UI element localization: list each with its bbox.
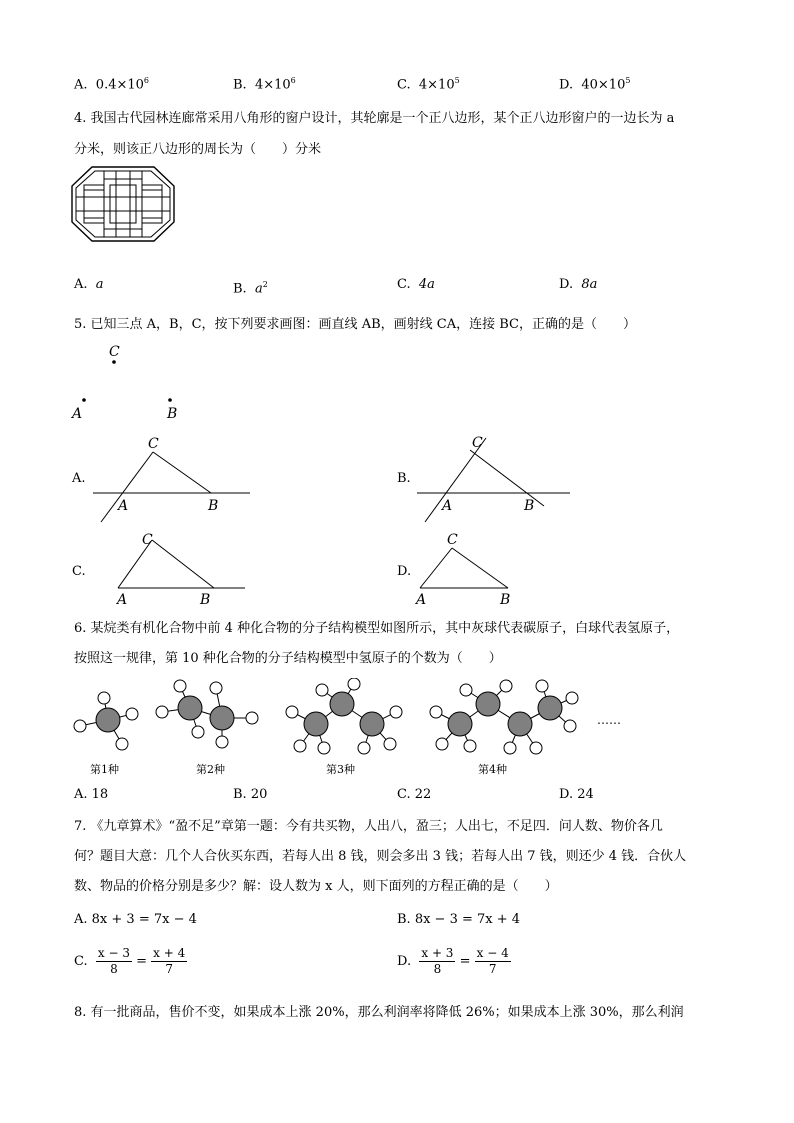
q3-option-a: A. $0.4\times 10^6$ (74, 76, 149, 93)
q4-option-d: D. 8a (559, 277, 598, 292)
q6-stem-line1: 6. 某烷类有机化合物中前 4 种化合物的分子结构模型如图所示，其中灰球代表碳原子，白球代表氢原子， (74, 621, 680, 636)
q7-option-c: C. $\frac{x - 3}{8}$ = $\frac{x + 4}{7}$ (74, 946, 186, 976)
q5-option-d-label: D. (397, 564, 412, 579)
q6-stem-line2: 按照这一规律，第 10 种化合物的分子结构模型中氢原子的个数为（ ） (74, 651, 502, 666)
q3-option-c: C. $4\times 10^5$ (397, 76, 460, 93)
q5-option-c-label: C. (72, 564, 86, 579)
q4-option-c: C. 4a (397, 277, 435, 292)
q8-stem-line1: 8. 有一批商品，售价不变，如果成本上涨 20%，那么利润率将降低 26%；如果成本上涨 30%，那么利润 (74, 1005, 684, 1020)
q6-option-c: C. 22 (397, 787, 432, 802)
point-b-label: B (167, 406, 178, 422)
q6-option-a: A. 18 (74, 787, 109, 802)
q3-option-b: B. $4\times 10^6$ (233, 76, 296, 93)
q5-option-a-figure (90, 430, 255, 525)
q5-option-b-label: B. (397, 471, 411, 486)
svg-text:A: A (442, 498, 453, 514)
svg-text:C: C (148, 436, 159, 452)
q7-option-a: A. 8x + 3 = 7x − 4 (74, 912, 197, 927)
svg-text:B: B (200, 592, 211, 608)
point-a-label: A (72, 406, 83, 422)
q7-option-d: D. $\frac{x + 3}{8}$ = $\frac{x - 4}{7}$ (397, 946, 509, 976)
q5-option-b-figure (412, 430, 577, 525)
molecule-3-caption: 第3种 (326, 763, 355, 776)
q4-stem-line2: 分米，则该正八边形的周长为（ ）分米 (74, 142, 322, 157)
q5-option-a-label: A. (72, 471, 86, 486)
svg-text:B: B (208, 498, 219, 514)
svg-text:C: C (447, 532, 458, 548)
svg-text:C: C (142, 532, 153, 548)
q5-option-d-figure (412, 528, 522, 608)
point-c-label: C (109, 344, 120, 360)
q7-stem-line1: 7. 《九章算术》“盈不足”章第一题：今有共买物，人出八，盈三；人出七，不足四．问人数、物价各几 (74, 819, 663, 834)
svg-text:B: B (500, 592, 511, 608)
molecule-2-caption: 第2种 (196, 763, 225, 776)
octagon-window-figure (70, 166, 176, 242)
svg-text:B: B (524, 498, 535, 514)
q7-option-b: B. 8x − 3 = 7x + 4 (397, 912, 521, 927)
q4-option-b: B. $a^2$ (233, 280, 268, 297)
svg-text:A: A (118, 498, 129, 514)
q4-stem-line1: 4. 我国古代园林连廊常采用八角形的窗户设计，其轮廓是一个正八边形，某个正八边形窗户的一边长为 a (74, 111, 675, 126)
q6-option-b: B. 20 (233, 787, 268, 802)
q5-option-c-figure (90, 528, 250, 608)
molecule-4-caption: 第4种 (478, 763, 507, 776)
svg-text:A: A (416, 592, 427, 608)
q6-option-d: D. 24 (559, 787, 594, 802)
q5-three-points-figure (66, 340, 196, 422)
q5-stem: 5. 已知三点 A，B，C，按下列要求画图：画直线 AB，画射线 CA，连接 BC，正确的是（ ） (74, 317, 636, 332)
q6-molecule-models-figure (66, 678, 636, 778)
svg-text:A: A (117, 592, 128, 608)
molecule-ellipsis: …… (597, 713, 621, 727)
molecule-1-caption: 第1种 (90, 763, 119, 776)
q4-option-a: A. a (74, 277, 104, 292)
svg-text:C: C (472, 435, 483, 451)
q7-stem-line3: 数、物品的价格分别是多少？解：设人数为 x 人，则下面列的方程正确的是（ ） (74, 879, 558, 894)
q3-option-d: D. $40\times 10^5$ (559, 76, 631, 93)
q7-stem-line2: 何？题目大意：几个人合伙买东西，若每人出 8 钱，则会多出 3 钱；若每人出 7 钱，则还少 4 钱．合伙人 (74, 849, 687, 864)
